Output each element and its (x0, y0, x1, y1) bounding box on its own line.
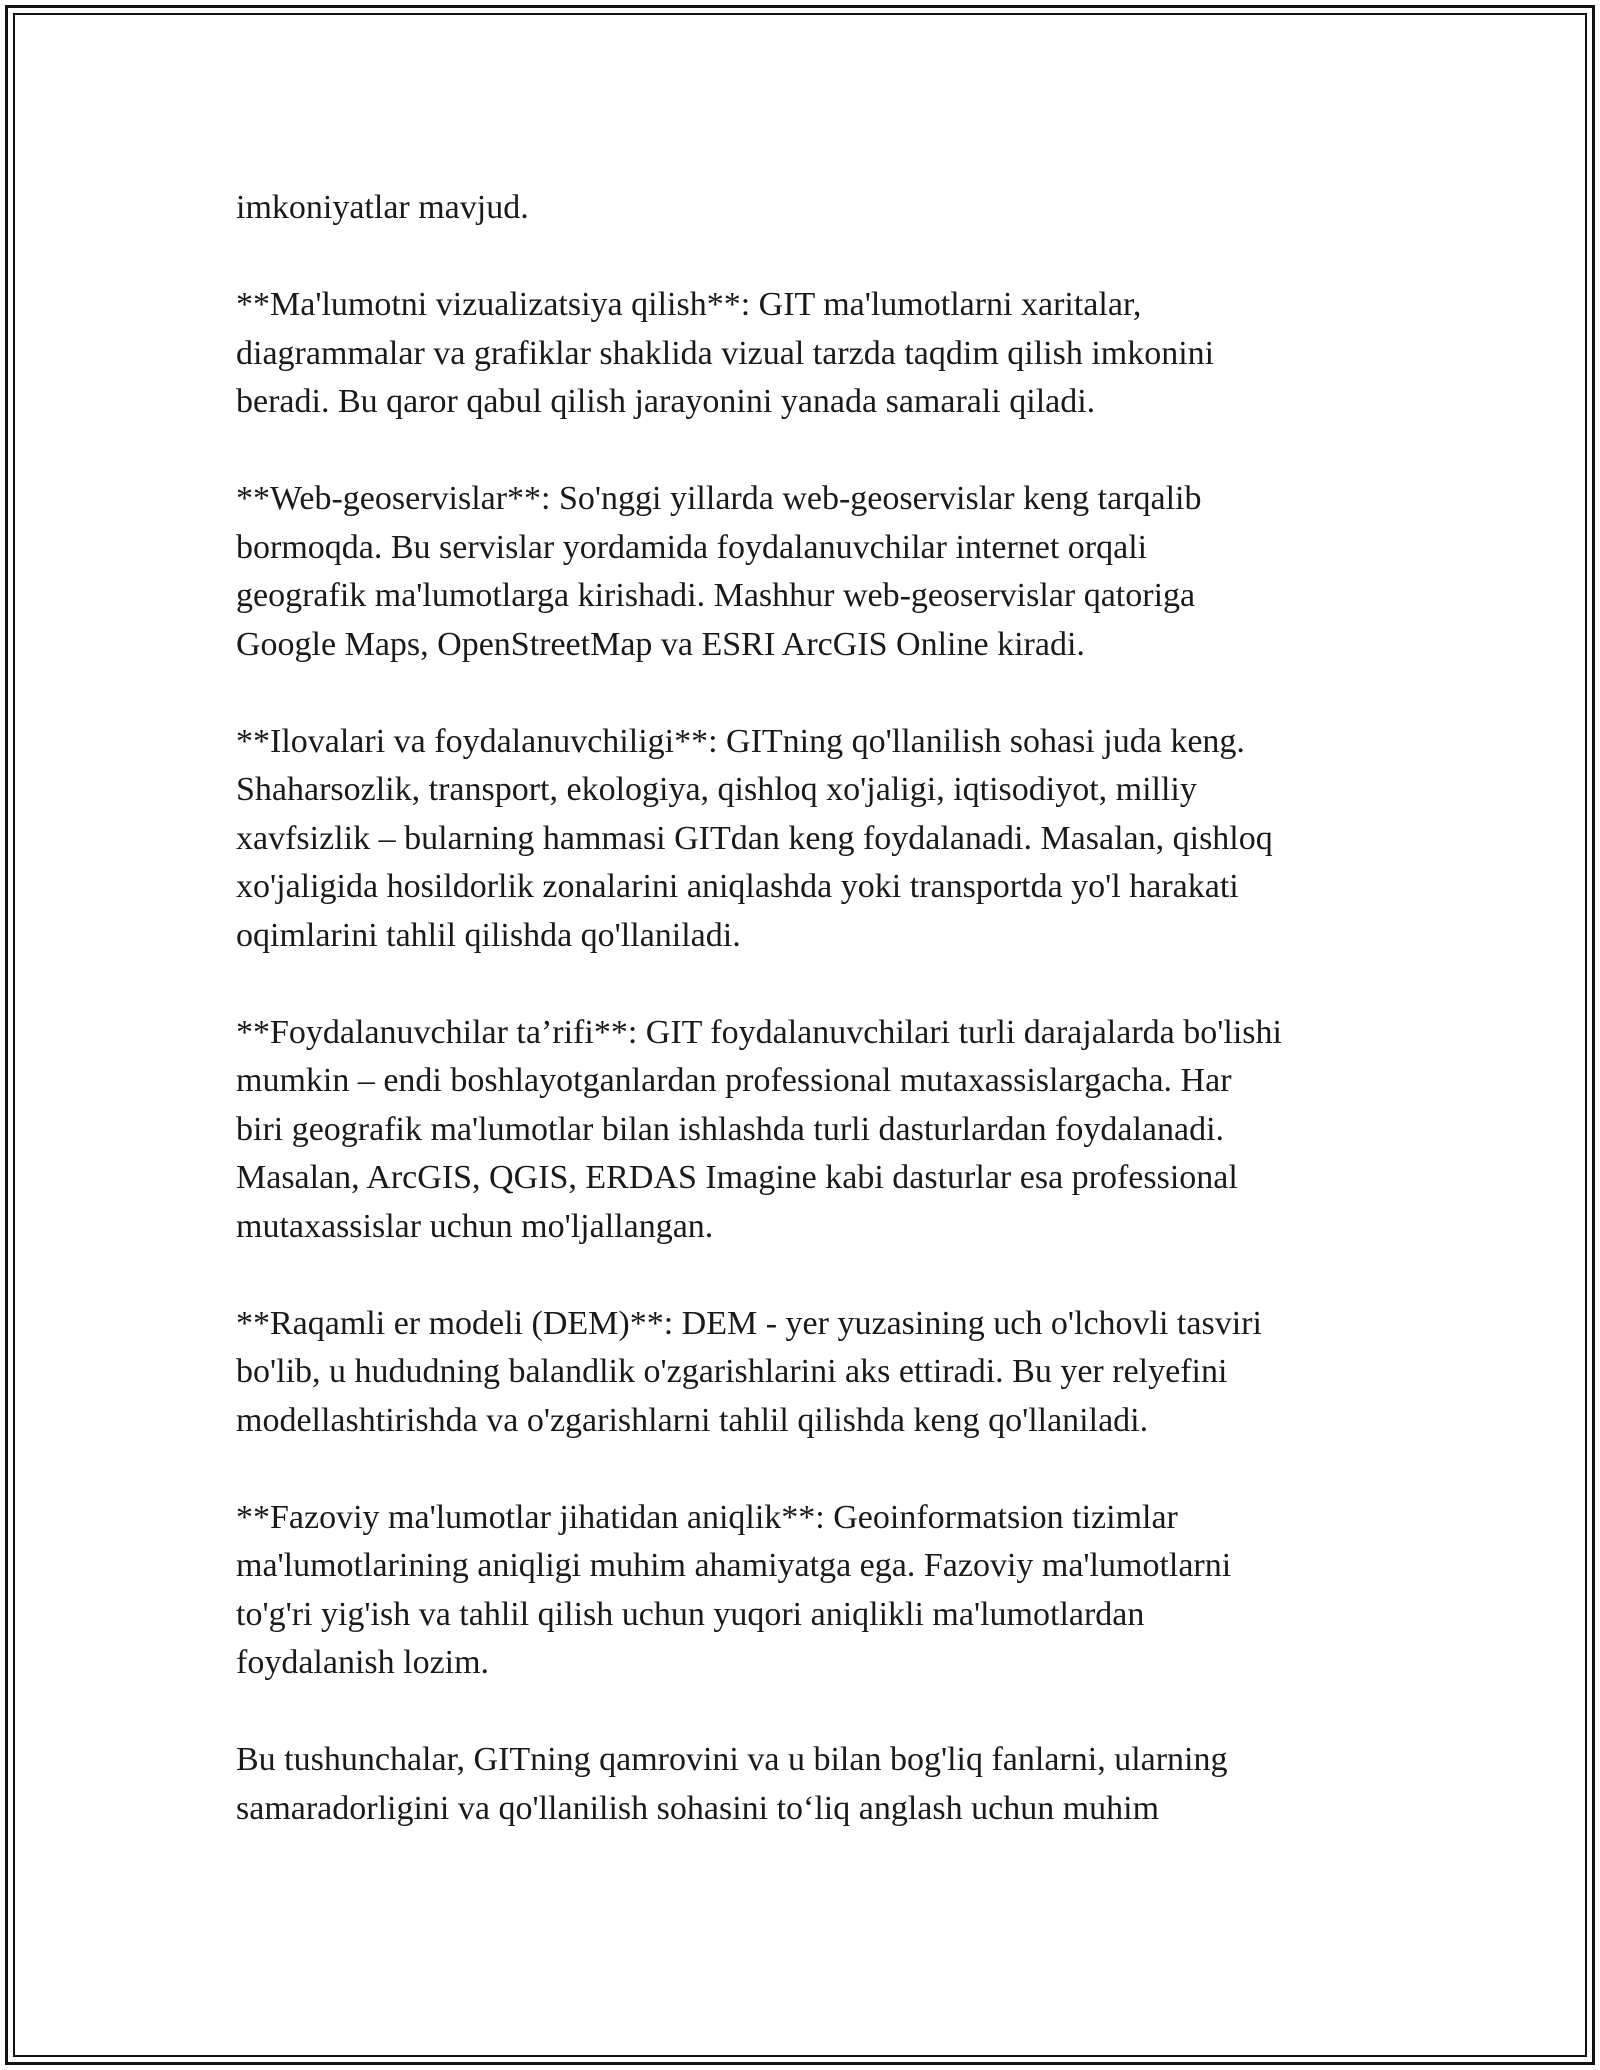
paragraph-web-geoservices: **Web-geoservislar**: So'nggi yillarda web-geoservislar keng tarqalib bormoqda. Bu servislar yordamida foydalanuvchilar internet orqali geografik ma'lumotlarga kirishadi. Mashhur web-geoservislar qatoriga Google Maps, OpenStreetMap va ESRI ArcGIS Online kiradi. (236, 480, 1202, 663)
paragraph-dem: **Raqamli er modeli (DEM)**: DEM - yer yuzasining uch o'lchovli tasviri bo'lib, u hududning balandlik o'zgarishlarini aks ettiradi. Bu yer relyefini modellashtirishda va o'zgarishlarni tahlil qilishda keng qo'llaniladi. (236, 1304, 1262, 1439)
paragraph-spatial-accuracy: **Fazoviy ma'lumotlar jihatidan aniqlik**: Geoinformatsion tizimlar ma'lumotlarining aniqligi muhim ahamiyatga ega. Fazoviy ma'lumotlarni to'g'ri yig'ish va tahlil qilish uchun yuqori aniqlikli ma'lumotlardan foydalanish lozim. (236, 1498, 1232, 1681)
paragraph-users: **Foydalanuvchilar ta’rifi**: GIT foydalanuvchilari turli darajalarda bo'lishi mumkin – endi boshlayotganlardan professional mutaxassislargacha. Har biri geografik ma'lumotlar bilan ishlashda turli dasturlardan foydalanadi. Masalan, ArcGIS, QGIS, ERDAS Imagine kabi dasturlar esa professional mutaxassislar uchun mo'ljallangan. (236, 1013, 1282, 1245)
paragraph-applications: **Ilovalari va foydalanuvchiligi**: GITning qo'llanilish sohasi juda keng. Shaharsozlik, transport, ekologiya, qishloq xo'jaligi, iqtisodiyot, milliy xavfsizlik – bularning hammasi GITdan keng foydalanadi. Masalan, qishloq xo'jaligida hosildorlik zonalarini aniqlashda yoki transportda yo'l harakati oqimlarini tahlil qilishda qo'llaniladi. (236, 722, 1273, 954)
paragraph-continuation: imkoniyatlar mavjud. (236, 189, 529, 226)
paragraph-conclusion: Bu tushunchalar, GITning qamrovini va u bilan bog'liq fanlarni, ularning samaradorligini va qo'llanilish sohasini to‘liq anglash uchun muhim (236, 1741, 1228, 1827)
paragraph-visualization: **Ma'lumotni vizualizatsiya qilish**: GIT ma'lumotlarni xaritalar, diagrammalar va grafiklar shaklida vizual tarzda taqdim qilish imkonini beradi. Bu qaror qabul qilish jarayonini yanada samarali qiladi. (236, 286, 1215, 420)
document-body (236, 184, 1386, 1882)
